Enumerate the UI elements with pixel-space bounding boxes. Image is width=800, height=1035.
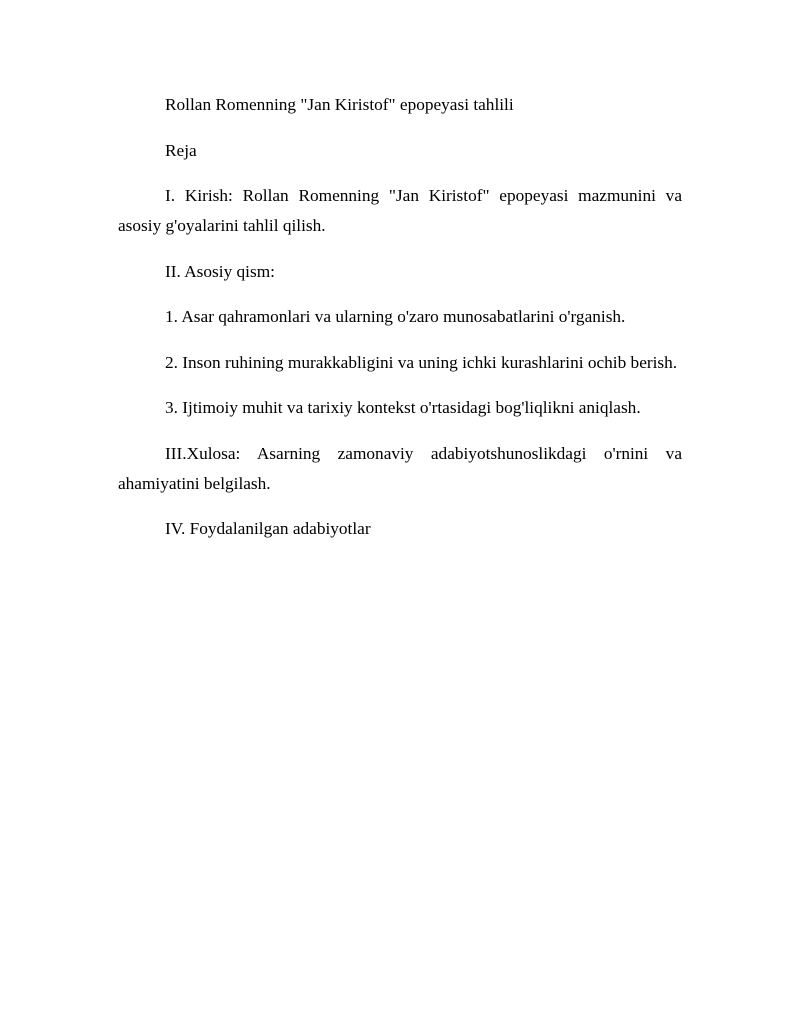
plan-item-introduction: I. Kirish: Rollan Romenning "Jan Kiristof" epopeyasi mazmunini va asosiy g'oyalarini tahlil qilish.	[118, 186, 682, 235]
plan-item-conclusion: III.Xulosa: Asarning zamonaviy adabiyotshunoslikdagi o'rnini va ahamiyatini belgilash.	[118, 443, 682, 493]
plan-item-1: 1. Asar qahramonlari va ularning o'zaro munosabatlarini o'rganish.	[165, 307, 626, 326]
plan-item-main-part: II. Asosiy qism:	[165, 261, 275, 281]
document-body	[118, 90, 682, 560]
plan-item-3: 3. Ijtimoiy muhit va tarixiy kontekst o'rtasidagi bog'liqlikni aniqlash.	[165, 398, 641, 417]
plan-heading: Reja	[165, 140, 197, 160]
plan-item-2: 2. Inson ruhining murakkabligini va uning ichki kurashlarini ochib berish.	[165, 352, 678, 372]
document-title: Rollan Romenning "Jan Kiristof" epopeyasi tahlili	[165, 95, 514, 114]
plan-item-references: IV. Foydalanilgan adabiyotlar	[165, 519, 371, 538]
